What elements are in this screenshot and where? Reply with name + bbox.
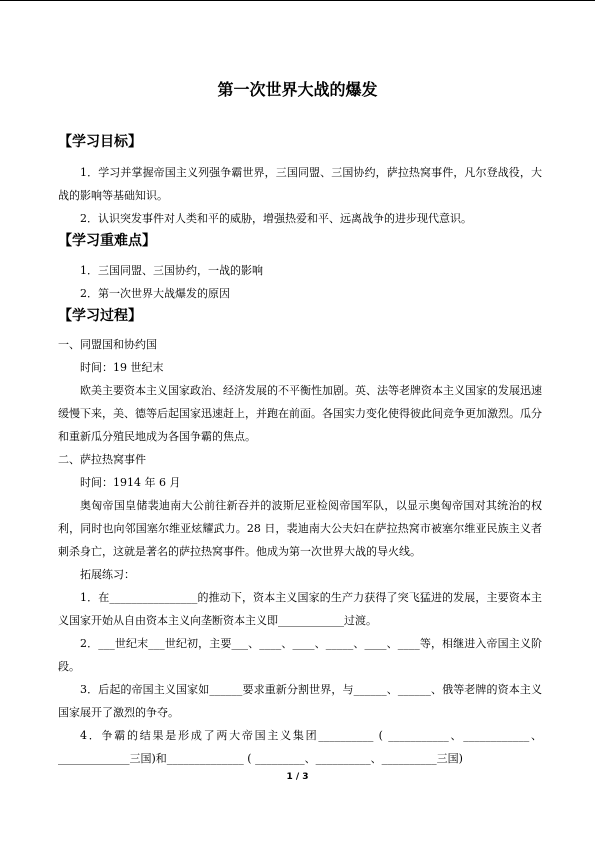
part2-title: 二、萨拉热窝事件	[58, 453, 146, 466]
page-number: 1 / 3	[286, 772, 309, 782]
exercise-item-1: 1．在________________的推动下，资本主义国家的生产力获得了突飞猛进的发展，主要资本主义国家开始从自由资本主义向垄断资本主义即____________过渡。	[58, 591, 542, 627]
header-rule	[0, 0, 595, 1]
section-heading-objectives: 【学习目标】	[58, 134, 142, 150]
part1-time: 时间：19 世纪末	[80, 361, 164, 374]
part2-text: 奥匈帝国皇储裴迪南大公前往新吞并的波斯尼亚检阅帝国军队，以显示奥匈帝国对其统治的权利，同时也向邻国塞尔维亚炫耀武力。28 日，裴迪南大公夫妇在萨拉热窝市被塞尔维亚民族主义者刺杀身亡，这就是著名的萨拉热窝事件。他成为第一次世界大战的导火线。	[58, 499, 542, 558]
section-heading-process: 【学习过程】	[58, 308, 142, 324]
key-point-item-2: 2．第一次世界大战爆发的原因	[80, 287, 230, 300]
exercise-item-2: 2．___世纪末___世纪初，主要___、____、____、_____、____、____等，相继进入帝国主义阶段。	[58, 637, 542, 673]
page-title: 第一次世界大战的爆发	[217, 80, 378, 99]
objective-item-2: 2．认识突发事件对人类和平的威胁，增强热爱和平、远离战争的进步现代意识。	[80, 212, 472, 225]
part1-title: 一、同盟国和协约国	[58, 338, 157, 351]
objective-item-1: 1．学习并掌握帝国主义列强争霸世界，三国同盟、三国协约，萨拉热窝事件，凡尔登战役，大战的影响等基础知识。	[58, 166, 542, 202]
key-point-item-1: 1．三国同盟、三国协约，一战的影响	[80, 264, 263, 277]
exercise-item-4: 4．争霸的结果是形成了两大帝国主义集团__________ ( ___________、____________、_____________三国)和______________ ( _________、__________、__________三国)	[58, 729, 542, 765]
part2-time: 时间：1914 年 6 月	[80, 476, 181, 489]
exercise-title: 拓展练习：	[80, 568, 135, 581]
exercise-item-3: 3．后起的帝国主义国家如______要求重新分割世界，与______、______、俄等老牌的资本主义国家展开了激烈的争夺。	[58, 683, 542, 719]
section-heading-key-points: 【学习重难点】	[58, 233, 156, 249]
part1-text: 欧美主要资本主义国家政治、经济发展的不平衡性加剧。英、法等老牌资本主义国家的发展迅速缓慢下来，美、德等后起国家迅速赶上，并跑在前面。各国实力变化使得彼此间竞争更加激烈。瓜分和重新瓜分殖民地成为各国争霸的焦点。	[58, 384, 542, 443]
